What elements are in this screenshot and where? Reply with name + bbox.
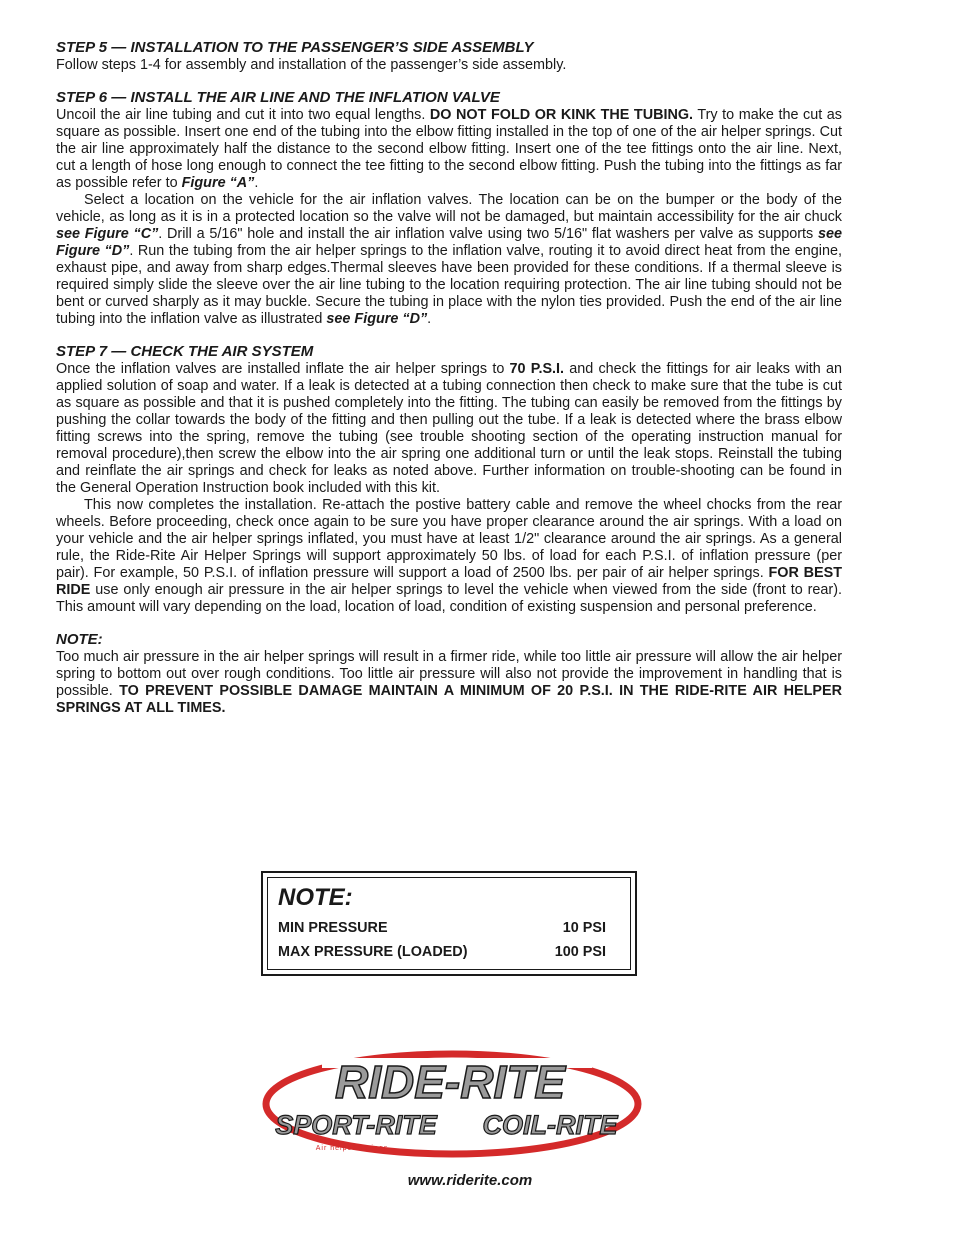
step5-section [56, 38, 842, 74]
logo-sport-rite-text: SPORT-RITE [275, 1110, 437, 1140]
min-pressure-row [278, 920, 606, 936]
max-pressure-label: MAX PRESSURE (LOADED) [278, 944, 468, 960]
website-url: www.riderite.com [407, 1172, 533, 1189]
step5-heading: STEP 5 — INSTALLATION TO THE PASSENGER’S SIDE ASSEMBLY [56, 39, 534, 56]
max-pressure-value: 100 PSI [554, 944, 606, 960]
step5-text: Follow steps 1-4 for assembly and installation of the passenger’s side assembly. [56, 57, 567, 73]
note-heading: NOTE: [56, 631, 103, 648]
note-section [56, 630, 842, 717]
step6-heading: STEP 6 — INSTALL THE AIR LINE AND THE INFLATION VALVE [56, 89, 500, 106]
step6-section [56, 88, 842, 328]
note-box-title: NOTE: [278, 884, 353, 911]
ride-rite-logo [262, 1050, 642, 1158]
min-pressure-label: MIN PRESSURE [278, 920, 388, 936]
note-box-inner-border [267, 877, 631, 970]
step6-paragraph-2: Select a location on the vehicle for the air inflation valves. The location can be on the bumper or the body of the vehicle, as long as it is in a protected location so the valve will not be damaged, but maintain accessibility for the air chuck see Figure “C”. Drill a 5/16" hole and install the air inflation valve using two 5/16" flat washers per valve as supports see Figure “D”. Run the tubing from the air helper springs to the inflation valve, routing it to avoid direct heat from the engine, exhaust pipe, and away from sharp edges.Thermal sleeves have been provided for these conditions. If a thermal sleeve is required simply slide the sleeve over the air line tubing to the location requiring protection. The air line tubing should not be bent or curved sharply as it may buckle. Secure the tubing in place with the nylon ties provided. Push the end of the air line tubing into the inflation valve as illustrated see Figure “D”. [56, 192, 842, 327]
note-text: Too much air pressure in the air helper springs will result in a firmer ride, while too little air pressure will allow the air helper spring to bottom out over rough conditions. Too little air pressure will also not provide the improvement in handling that is possible. TO PREVENT POSSIBLE DAMAGE MAINTAIN A MINIMUM OF 20 P.S.I. IN THE RIDE-RITE AIR HELPER SPRINGS AT ALL TIMES. [56, 649, 842, 716]
step7-section [56, 342, 842, 616]
min-pressure-value: 10 PSI [562, 920, 606, 936]
step7-paragraph-2: This now completes the installation. Re-attach the postive battery cable and remove the wheel chocks from the rear wheels. Before proceeding, check once again to be sure you have proper clearance around the air springs. With a load on your vehicle and the air helper springs inflated, you must have at least 1/2" clearance around the air springs. As a general rule, the Ride-Rite Air Helper Springs will support approximately 50 lbs. of load for each P.S.I. of inflation pressure (per pair). For example, 50 P.S.I. of inflation pressure will support a load of 2500 lbs. per pair of air helper springs. FOR BEST RIDE use only enough air pressure in the air helper springs to level the vehicle when viewed from the side (front to rear). This amount will vary depending on the load, location of load, condition of existing suspension and personal preference. [56, 497, 842, 615]
instruction-content [56, 38, 842, 731]
logo-tagline: Air helper springs [315, 1145, 389, 1152]
logo-coil-rite-text: COIL-RITE [482, 1110, 618, 1140]
step6-paragraph-1: Uncoil the air line tubing and cut it into two equal lengths. DO NOT FOLD OR KINK THE TUBING. Try to make the cut as square as possible. Insert one end of the tubing into the elbow fitting installed in the top of one of the air helper springs. Cut the air line approximately half the distance to the second elbow fitting. Insert one of the tee fittings onto the air line. Next, cut a length of hose long enough to connect the tee fitting to the second elbow fitting. Push the tubing into the fittings as far as possible refer to Figure “A”. [56, 107, 842, 191]
step7-paragraph-1: Once the inflation valves are installed inflate the air helper springs to 70 P.S.I. and check the fittings for air leaks with an applied solution of soap and water. If a leak is detected at a tubing connection then check to make sure that the tube is cut as square as possible and that it is pushed completely into the fitting. The tubing can easily be removed from the fittings by pushing the collar towards the body of the fitting and then pulling out the tube. If a leak is detected where the brass elbow fitting screws into the spring, remove the tubing (see trouble shooting section of the operating instruction manual for removal procedure),then screw the elbow into the air spring one additional turn or until the leak stops. Reinstall the tubing and reinflate the air springs and check for leaks as noted above. Further information on trouble-shooting can be found in the General Operation Instruction book included with this kit. [56, 361, 842, 496]
pressure-note-box [261, 871, 637, 976]
max-pressure-row [278, 944, 606, 960]
step7-heading: STEP 7 — CHECK THE AIR SYSTEM [56, 343, 314, 360]
logo-main-text: RIDE-RITE [335, 1056, 565, 1108]
